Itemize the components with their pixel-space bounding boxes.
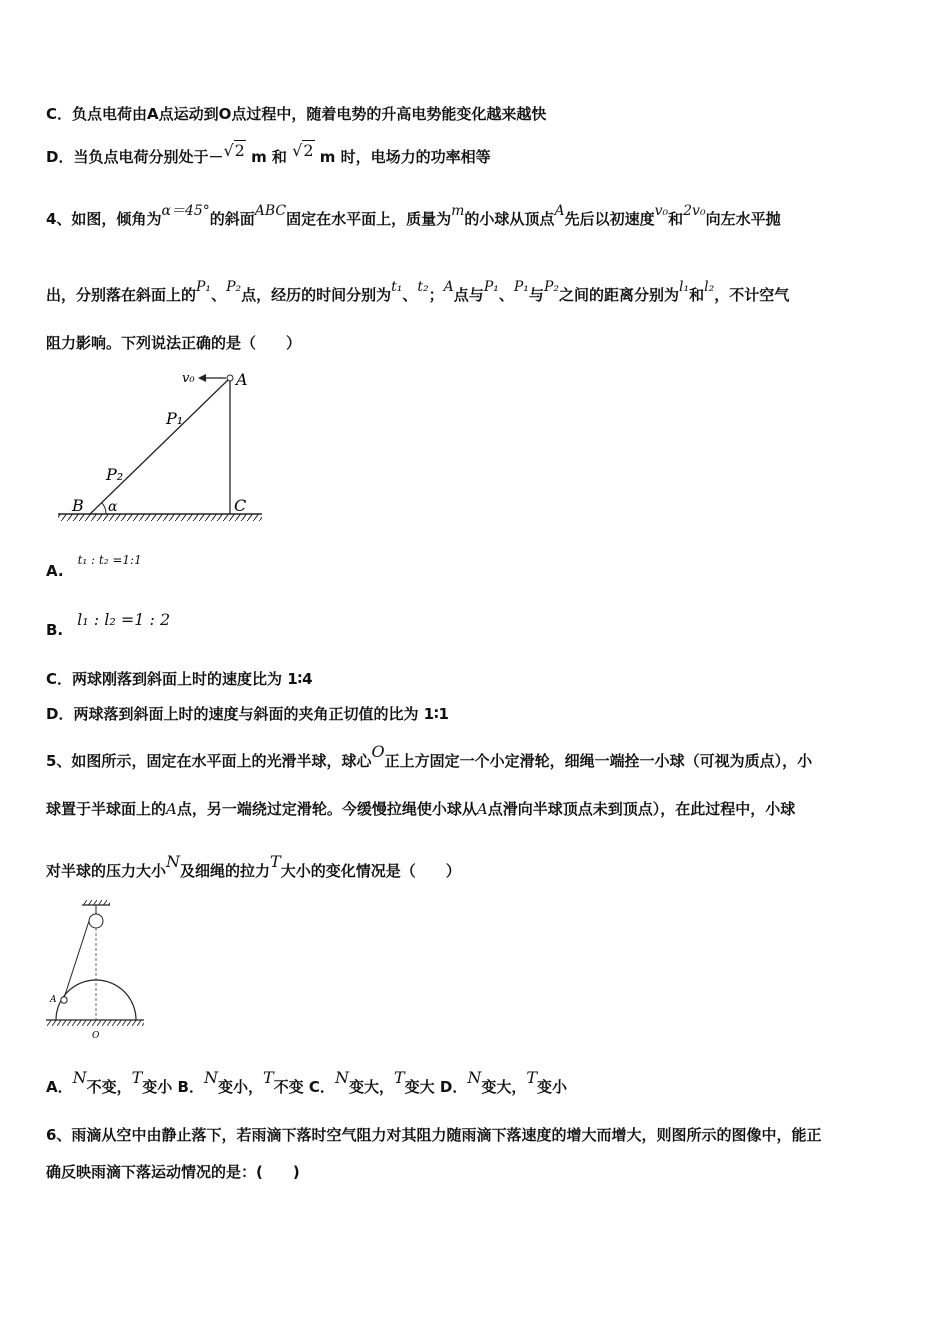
rope [64,921,89,998]
label-A: A [50,995,57,1005]
q5-option-a: A．N不变，T变小 [46,1068,173,1096]
q6-stem-line-1: 6、雨滴从空中由静止落下，若雨滴下落时空气阻力对其阻力随雨滴下落速度的增大而增大，则图所示的图像中，能正 [46,1126,822,1144]
small-ball [61,997,67,1003]
label-C: C [234,496,247,515]
angle-arc [102,503,106,514]
incline-surface [90,378,230,514]
q3-option-d-mid: m 和 [245,148,293,166]
q5-stem-line-3: 对半球的压力大小N及细绳的拉力T大小的变化情况是（ ） [46,852,461,880]
hemisphere-figure [42,900,152,1045]
ball-at-A [227,375,233,381]
angle-value: α＝45° [161,203,210,219]
ground-hatch [46,1020,144,1026]
q5-stem-line-1: 5、如图所示，固定在水平面上的光滑半球，球心O正上方固定一个小定滑轮，细绳一端拴一小球（可视为质点），小 [46,742,813,770]
ceiling-hatch [82,900,110,905]
q4-stem-line-1: 4、如图，倾角为α＝45°的斜面ABC固定在水平面上，质量为m的小球从顶点A先后以初速度v₀和2v₀向左水平抛 [46,203,781,228]
label-P2: P₂ [106,465,124,484]
q5-options [46,1068,568,1097]
label-P1: P₁ [166,409,184,428]
label-A: A [236,370,248,389]
label-O: O [92,1031,100,1041]
q4-option-d: D．两球落到斜面上时的速度与斜面的夹角正切值的比为 1∶1 [46,705,449,723]
q4-option-a: A.$^{t_1 : t_2 =1:1}$ [46,553,142,580]
q6-stem-line-2: 确反映雨滴下落运动情况的是：( ) [46,1163,300,1181]
sqrt-2-positive: √2 [292,141,314,160]
q3-option-d-prefix: D．当负点电荷分别处于－ [46,148,224,166]
q4-stem-line-3: 阻力影响。下列说法正确的是（ ） [46,334,302,352]
q5-option-c: C．N变大，T变大 [308,1068,435,1096]
sqrt-2-negative: √2 [223,141,245,160]
label-alpha: α [108,499,118,515]
label-B: B [72,496,84,515]
q5-option-b: B．N变小，T不变 [177,1068,304,1096]
q4-option-b: B.l₁ : l₂ =1 : 2 [46,610,171,639]
velocity-arrowhead [198,374,206,382]
q5-stem-line-2: 球置于半球面上的A点，另一端绕过定滑轮。今缓慢拉绳使小球从A点滑向半球顶点未到顶点），在此过程中，小球 [46,800,796,818]
q3-option-d [46,141,491,167]
ground-hatch [58,514,262,521]
q5-option-d: D．N变大，T变小 [439,1068,568,1096]
q3-option-c: C．负点电荷由A点运动到O点过程中，随着电势的升高电势能变化越来越快 [46,105,547,123]
label-v0: v₀ [182,371,195,386]
q3-option-d-end: m 时，电场力的功率相等 [314,148,491,166]
q4-option-c: C．两球刚落到斜面上时的速度比为 1∶4 [46,670,313,688]
incline-figure [50,360,270,530]
q4-stem-line-2: 出，分别落在斜面上的P₁、P₂点，经历的时间分别为t₁、t₂；A点与P₁、P₁与P₂之间的距离分别为l₁和l₂，不计空气 [46,279,790,304]
pulley [89,914,103,928]
